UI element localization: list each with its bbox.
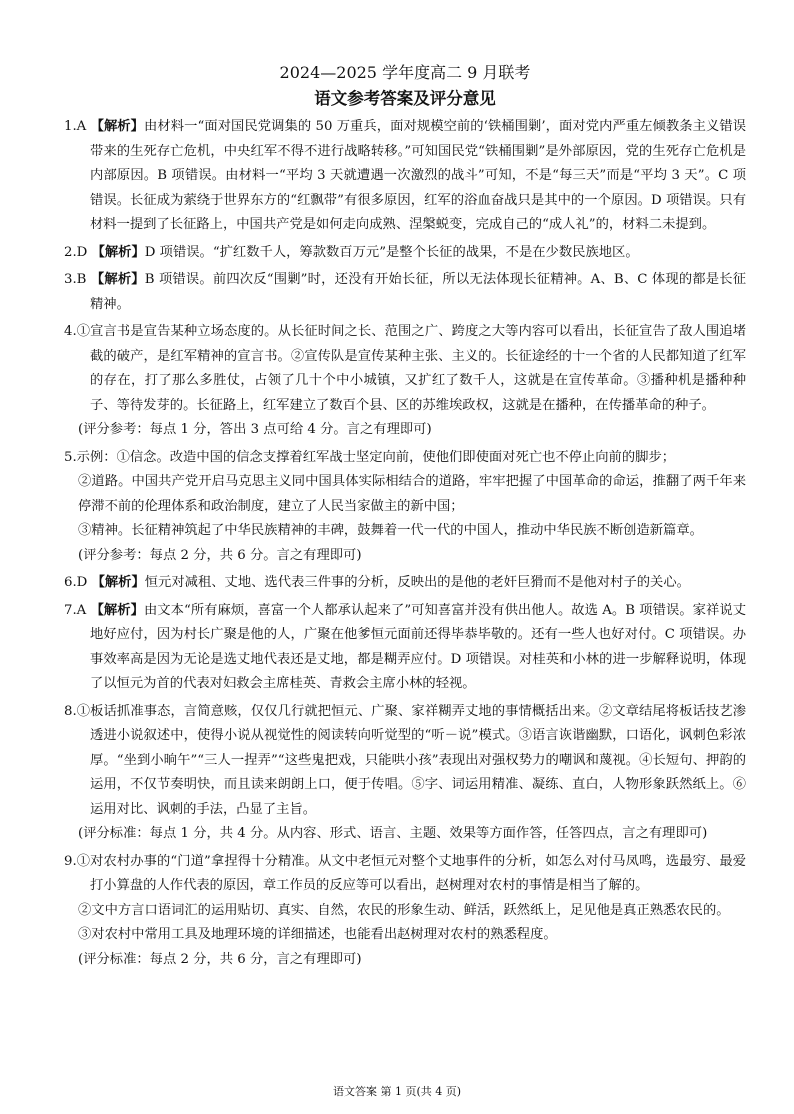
- exam-title: 2024—2025 学年度高二 9 月联考: [279, 63, 531, 82]
- answer-5-text: 5.示例：①信念。改造中国的信念支撑着红军战士坚定向前，使他们即使面对死亡也不停止向前的脚步；: [64, 449, 676, 465]
- answer-1: [64, 115, 746, 238]
- scoring-note: (评分参考：每点 1 分，答出 3 点可给 4 分。言之有理即可): [78, 422, 432, 437]
- page-footer: 语文答案 第 1 页(共 4 页): [332, 1085, 462, 1098]
- answer-3-head: 3.B: [64, 272, 91, 287]
- answer-5-point-2: ②道路。中国共产党开启马克思主义同中国具体实际相结合的道路，牢牢把握了中国革命的命运，推翻了两千年来停滞不前的伦理体系和政治制度，建立了人民当家做主的新中国；: [78, 474, 746, 514]
- answer-5-point-3: ③精神。长征精神筑起了中华民族精神的丰碑，鼓舞着一代一代的中国人，推动中华民族不断创造新篇章。: [78, 523, 703, 538]
- answer-9-text: 9.①对农村办事的“门道”拿捏得十分精准。从文中老恒元对整个丈地事件的分析，如怎么对付马凤鸣，选最穷、最爱打小算盘的人作代表的原因，章工作员的反应等可以看出，赵树理对农村的事情是相当了解的。: [64, 853, 746, 893]
- answer-1-head: 1.A: [64, 119, 91, 134]
- document-subtitle: 语文参考答案及评分意见: [314, 89, 496, 108]
- answer-2-text: D 项错误。“扩红数千人，筹款数百万元”是整个长征的战果，不是在少数民族地区。: [144, 244, 639, 260]
- scoring-note: (评分标准：每点 2 分，共 6 分，言之有理即可): [78, 951, 362, 967]
- analysis-tag: 【解析】: [90, 272, 145, 287]
- scoring-note: (评分标准：每点 1 分，共 4 分。从内容、形式、语言、主题、效果等方面作答，任答四点，言之有理即可): [78, 826, 708, 841]
- analysis-tag: 【解析】: [91, 575, 145, 590]
- answer-6-text: 恒元对减租、丈地、选代表三件事的分析，反映出的是他的老奸巨猾而不是他对村子的关心。: [144, 575, 690, 590]
- analysis-tag: 【解析】: [90, 602, 144, 618]
- answer-8: [64, 700, 746, 847]
- answer-9-point-3: ③对农村中常用工具及地理环境的详细描述，也能看出赵树理对农村的熟悉程度。: [78, 927, 557, 942]
- answer-3: [64, 268, 746, 317]
- answer-9-point-2: ②文中方言口语词汇的运用贴切、真实、自然，农民的形象生动、鲜活，跃然纸上，足见他是真正熟悉农民的。: [78, 902, 730, 918]
- answer-2: [64, 241, 746, 266]
- answer-2-head: 2.D: [64, 244, 92, 260]
- analysis-tag: 【解析】: [91, 244, 145, 260]
- answer-7-head: 7.A: [64, 602, 91, 618]
- answer-1-text: 由材料一“面对国民党调集的 50 万重兵，面对规模空前的‘铁桶围剿’，面对党内严重左倾教条主义错误带来的生死存亡危机，中央红军不得不进行战略转移。”可知国民党“铁桶围剿”是外部原因，党的生死存亡危机是内部原因。B 项错误。由材料一“平均 3 天就遭遇一次激烈的战斗”可知，不是“每三天”而是“平均 3 天”。C 项错误。长征成为萦绕于世界东方的“红飘带”有很多原因，红军的浴血奋战只是其中的一个原因。D 项错误。只有材料一提到了长征路上，中国共产党是如何走向成熟、涅槃蜕变，完成自己的“成人礼”的，材料二未提到。: [90, 119, 746, 232]
- scoring-note: (评分参考：每点 2 分，共 6 分。言之有理即可): [78, 547, 362, 563]
- answer-9: [64, 850, 746, 973]
- answer-3-text: B 项错误。前四次反“围剿”时，还没有开始长征，所以无法体现长征精神。A、B、C 体现的都是长征精神。: [90, 272, 747, 312]
- answer-7: [64, 599, 746, 697]
- answer-4: [64, 320, 746, 443]
- answer-6-head: 6.D: [64, 575, 92, 590]
- answer-4-text: 4.①宣言书是宣告某种立场态度的。从长征时间之长、范围之广、跨度之大等内容可以看出，长征宣告了敌人围追堵截的破产，是红军精神的宣言书。②宣传队是宣传某种主张、主义的。长征途经的十一个省的人民都知道了红军的存在，打了那么多胜仗，占领了几十个中小城镇，又扩红了数千人，这就是在宣传革命。③播种机是播种种子、等待发芽的。长征路上，红军建立了数百个县、区的苏维埃政权，这就是在播种，在传播革命的种子。: [64, 324, 746, 413]
- answer-7-text: 由文本“所有麻烦，喜富一个人都承认起来了”可知喜富并没有供出他人。故选 A。B 项错误。家祥说丈地好应付，因为村长广聚是他的人，广聚在他爹恒元面前还得毕恭毕敬的。还有一些人也好对付。C 项错误。办事效率高是因为无论是选丈地代表还是丈地，都是糊弄应付。D 项错误。对桂英和小林的进一步解释说明，体现了以恒元为首的代表对妇救会主席桂英、青救会主席小林的轻视。: [90, 602, 746, 691]
- answer-8-text: 8.①板话抓准事态，言简意赅，仅仅几行就把恒元、广聚、家祥糊弄丈地的事情概括出来。②文章结尾将板话技艺渗透进小说叙述中，使得小说从视觉性的阅读转向听觉型的“听－说”模式。③语言诙谐幽默，口语化，讽刺色彩浓厚。“坐到小晌午”“三人一捏弄”“这些鬼把戏，只能哄小孩”表现出对强权势力的嘲讽和蔑视。④长短句、押韵的运用，不仅节奏明快，而且读来朗朗上口，便于传唱。⑤字、词运用精准、凝练、直白，人物形象跃然纸上。⑥运用对比、讽刺的手法，凸显了主旨。: [64, 703, 746, 817]
- answer-6: [64, 571, 746, 596]
- analysis-tag: 【解析】: [90, 119, 145, 134]
- answer-5: [64, 446, 746, 569]
